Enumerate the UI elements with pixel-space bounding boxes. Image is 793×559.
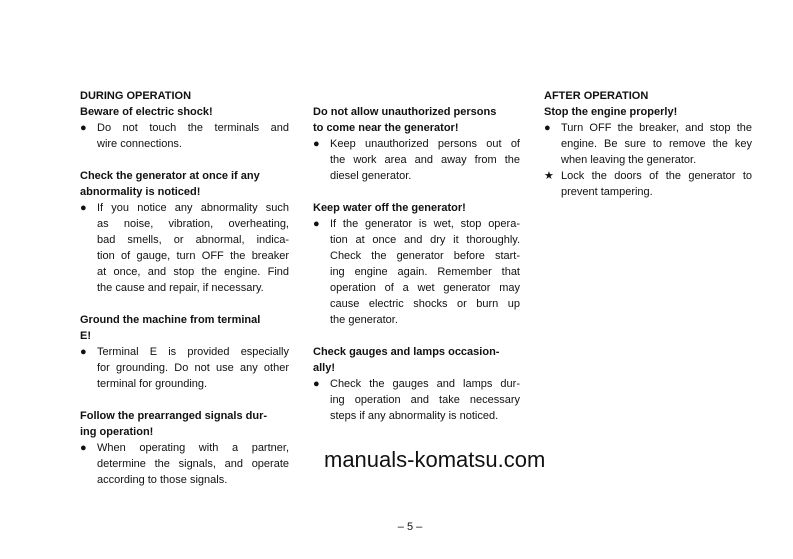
- item-text-line: for grounding. Do not use any other: [97, 362, 289, 374]
- item-text-line: determine the signals, and operate: [97, 458, 289, 470]
- item-text-line: prevent tampering.: [561, 186, 653, 198]
- item-text-line: the generator.: [330, 314, 398, 326]
- heading-line: ally!: [313, 362, 336, 374]
- heading-line: DURING OPERATION: [80, 90, 192, 102]
- block-spacer: [313, 328, 520, 344]
- item-text-line: When operating with a partner,: [97, 442, 289, 454]
- heading-line: ing operation!: [80, 426, 154, 438]
- item-text-line: Lock the doors of the generator to: [561, 170, 752, 182]
- list-item: [80, 200, 289, 296]
- section-heading: [313, 344, 520, 376]
- item-text-line: ing engine again. Remember that: [330, 266, 520, 278]
- item-text-line: bad smells, or abnormal, indica-: [97, 234, 289, 246]
- safety-section: [313, 344, 520, 424]
- item-text-line: tion of gauge, turn OFF the breaker: [97, 250, 289, 262]
- item-text-line: diesel generator.: [330, 170, 412, 182]
- bullet-icon: ●: [80, 202, 87, 214]
- safety-section: [80, 88, 289, 152]
- heading-line: AFTER OPERATION: [544, 90, 649, 102]
- list-item: [544, 120, 752, 168]
- heading-line: Follow the prearranged signals dur-: [80, 410, 268, 422]
- safety-section: [80, 312, 289, 392]
- item-text-line: cause electric shocks or burn up: [330, 298, 520, 310]
- heading-line: E!: [80, 330, 91, 342]
- item-text-line: at once, and stop the engine. Find: [97, 266, 289, 278]
- bullet-icon: ●: [80, 122, 87, 134]
- block-spacer: [80, 392, 289, 408]
- heading-line: Check the generator at once if any: [80, 170, 260, 182]
- item-text-line: engine. Be sure to remove the key: [561, 138, 752, 150]
- item-text-line: If the generator is wet, stop opera-: [330, 218, 520, 230]
- bullet-icon: ●: [544, 122, 551, 134]
- item-text-line: Check the generator before start-: [330, 250, 520, 262]
- item-text-line: Do not touch the terminals and: [97, 122, 289, 134]
- page-number: – 5 –: [397, 521, 423, 533]
- item-text-line: Check the gauges and lamps dur-: [330, 378, 520, 390]
- list-item: [80, 440, 289, 488]
- watermark: manuals-komatsu.com: [324, 447, 546, 472]
- item-text-line: Keep unauthorized persons out of: [330, 138, 520, 150]
- heading-line: to come near the generator!: [313, 122, 459, 134]
- section-heading: [80, 408, 289, 440]
- heading-line: Beware of electric shock!: [80, 106, 213, 118]
- item-text-line: when leaving the generator.: [561, 154, 697, 166]
- item-text-line: ing operation and take necessary: [330, 394, 520, 406]
- bullet-icon: ●: [80, 346, 87, 358]
- list-item: [80, 344, 289, 392]
- section-heading: [313, 200, 520, 216]
- bullet-icon: ●: [313, 138, 320, 150]
- item-text-line: according to those signals.: [97, 474, 228, 486]
- list-item: [80, 120, 289, 152]
- block-spacer: [80, 296, 289, 312]
- item-text-line: operation of a wet generator may: [330, 282, 520, 294]
- heading-line: Do not allow unauthorized persons: [313, 106, 497, 118]
- star-bullet-icon: ★: [544, 170, 554, 182]
- safety-section: [80, 408, 289, 488]
- item-text-line: steps if any abnormality is noticed.: [330, 410, 499, 422]
- section-heading: [313, 104, 520, 136]
- section-heading: [544, 88, 752, 120]
- item-text-line: as noise, vibration, overheating,: [97, 218, 289, 230]
- list-item: [544, 168, 752, 200]
- item-text-line: tion at once and dry it thoroughly.: [330, 234, 520, 246]
- heading-line: Keep water off the generator!: [313, 202, 466, 214]
- list-item: [313, 376, 520, 424]
- section-heading: [80, 168, 289, 200]
- bullet-icon: ●: [80, 442, 87, 454]
- column-middle: [313, 104, 520, 424]
- column-right: [544, 88, 752, 200]
- heading-line: Ground the machine from terminal: [80, 314, 261, 326]
- heading-line: abnormality is noticed!: [80, 186, 201, 198]
- heading-line: Check gauges and lamps occasion-: [313, 346, 500, 358]
- item-text-line: wire connections.: [97, 138, 182, 150]
- block-spacer: [80, 152, 289, 168]
- column-left: [80, 88, 289, 488]
- section-heading: [80, 88, 289, 120]
- item-text-line: the work area and away from the: [330, 154, 520, 166]
- heading-line: Stop the engine properly!: [544, 106, 678, 118]
- bullet-icon: ●: [313, 378, 320, 390]
- item-text-line: terminal for grounding.: [97, 378, 208, 390]
- list-item: [313, 216, 520, 328]
- safety-section: [313, 200, 520, 328]
- safety-section: [544, 88, 752, 200]
- bullet-icon: ●: [313, 218, 320, 230]
- section-heading: [80, 312, 289, 344]
- item-text-line: the cause and repair, if necessary.: [97, 282, 264, 294]
- item-text-line: Terminal E is provided especially: [97, 346, 289, 358]
- item-text-line: Turn OFF the breaker, and stop the: [561, 122, 752, 134]
- safety-section: [80, 168, 289, 296]
- list-item: [313, 136, 520, 184]
- safety-section: [313, 104, 520, 184]
- item-text-line: If you notice any abnormality such: [97, 202, 289, 214]
- block-spacer: [313, 184, 520, 200]
